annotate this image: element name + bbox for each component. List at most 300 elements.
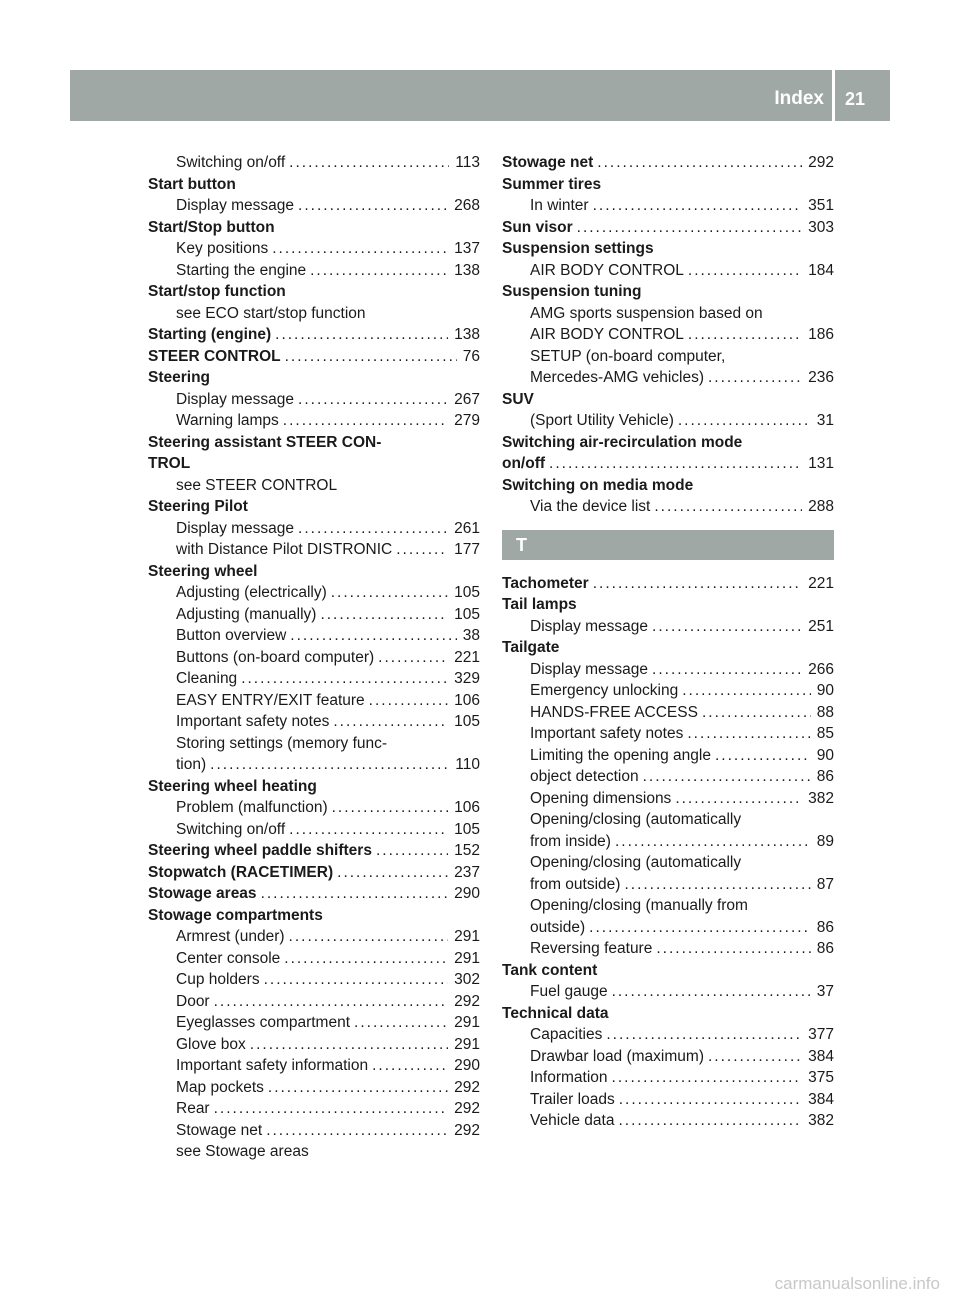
dot-leader — [332, 797, 449, 819]
index-entry-text: Key positions — [176, 240, 269, 257]
index-entry-text: AIR BODY CONTROL — [530, 326, 684, 343]
index-entry — [502, 174, 834, 196]
dot-leader — [619, 1089, 802, 1111]
index-page-ref[interactable]: 87 — [816, 875, 834, 893]
index-entry-text: Steering Pilot — [148, 498, 248, 515]
section-title: Index — [774, 88, 824, 109]
dot-leader — [298, 518, 448, 540]
index-entry-text: Glove box — [176, 1035, 246, 1053]
index-subentry — [148, 926, 480, 948]
index-entry-text: Suspension tuning — [502, 283, 642, 300]
dot-leader — [210, 754, 449, 776]
index-entry — [148, 883, 480, 905]
index-page-ref[interactable]: 382 — [808, 789, 834, 807]
index-entry-text: Display message — [176, 390, 295, 408]
index-page-ref[interactable]: 177 — [454, 541, 480, 558]
index-subentry — [148, 969, 480, 991]
index-entry-text: outside) — [530, 918, 586, 936]
dot-leader — [688, 324, 802, 346]
dot-leader — [597, 152, 802, 174]
dot-leader — [715, 745, 811, 767]
dot-leader — [643, 766, 811, 788]
index-page-ref[interactable]: 86 — [816, 768, 834, 785]
index-subentry — [502, 745, 834, 767]
index-page-ref[interactable]: 38 — [462, 627, 480, 644]
index-subentry — [148, 1034, 480, 1056]
index-column-left — [148, 152, 480, 1163]
index-page-ref[interactable]: 266 — [808, 660, 834, 678]
index-entry — [148, 453, 480, 475]
index-page-ref[interactable]: 105 — [454, 605, 480, 623]
index-page-ref[interactable]: 292 — [454, 1100, 480, 1117]
index-entry-text: Display message — [530, 617, 649, 635]
index-group-t — [502, 573, 834, 1132]
index-entry-text: In winter — [530, 197, 589, 214]
index-page-ref[interactable]: 105 — [454, 584, 480, 601]
index-entry-text: Emergency unlocking — [530, 682, 679, 699]
dot-leader — [396, 539, 448, 561]
index-entry-text: Warning lamps — [176, 412, 279, 429]
index-subentry — [502, 303, 834, 325]
index-subentry — [502, 659, 834, 681]
dot-leader — [266, 1120, 448, 1142]
index-entry-text: Fuel gauge — [530, 983, 608, 1000]
index-entry-text: Steering — [148, 369, 211, 386]
dot-leader — [612, 981, 811, 1003]
index-entry-text: Steering wheel paddle shifters — [148, 842, 372, 859]
index-entry-text: Button overview — [176, 627, 287, 644]
index-subentry — [502, 831, 834, 853]
index-page-ref[interactable]: 221 — [808, 574, 834, 592]
header-divider — [832, 70, 835, 121]
dot-leader — [272, 238, 448, 260]
index-entry-text: AMG sports suspension based on — [530, 304, 763, 322]
dot-leader — [289, 926, 449, 948]
index-subentry — [502, 496, 834, 518]
index-subentry — [148, 647, 480, 669]
index-subentry — [148, 260, 480, 282]
index-page-ref[interactable]: 131 — [808, 455, 834, 472]
index-entry-text: Adjusting (manually) — [176, 605, 317, 623]
index-subentry — [148, 797, 480, 819]
index-subentry — [148, 1012, 480, 1034]
dot-leader — [549, 453, 802, 475]
index-entry-text: Door — [176, 992, 210, 1010]
index-entry-text: Steering wheel — [148, 562, 258, 580]
index-entry-text: Opening/closing (automatically — [530, 854, 742, 871]
index-page-ref[interactable]: 291 — [454, 1014, 480, 1031]
dot-leader — [593, 195, 803, 217]
index-entry-text: (Sport Utility Vehicle) — [530, 412, 674, 429]
index-entry-text: see Stowage areas — [176, 1143, 309, 1160]
index-entry-text: Important safety notes — [530, 725, 684, 742]
index-entry-text: Tachometer — [502, 574, 589, 592]
index-entry-text: Start/Stop button — [148, 218, 275, 236]
index-entry-text: Storing settings (memory func- — [176, 734, 388, 752]
index-entry-text: Stowage net — [502, 154, 594, 171]
index-subentry — [148, 711, 480, 733]
index-subentry — [148, 733, 480, 755]
index-page-ref[interactable]: 292 — [808, 154, 834, 171]
dot-leader — [320, 604, 448, 626]
index-entry-text: Stowage areas — [148, 885, 257, 902]
index-entry — [502, 453, 834, 475]
index-subentry — [148, 668, 480, 690]
index-entry-text: Tailgate — [502, 639, 560, 656]
index-entry — [502, 432, 834, 454]
index-page-ref[interactable]: 291 — [454, 949, 480, 967]
index-subentry — [502, 346, 834, 368]
index-subentry — [148, 389, 480, 411]
index-entry-text: STEER CONTROL — [148, 347, 281, 365]
dot-leader — [285, 346, 457, 368]
index-subentry — [148, 539, 480, 561]
index-entry-text: Limiting the opening angle — [530, 746, 711, 764]
index-entry-text: Map pockets — [176, 1078, 264, 1096]
dot-leader — [261, 883, 449, 905]
spacer — [502, 518, 834, 530]
index-entry-text: Rear — [176, 1100, 210, 1117]
index-entry-text: Adjusting (electrically) — [176, 584, 327, 601]
index-entry-text: with Distance Pilot DISTRONIC — [176, 541, 393, 558]
index-subentry — [502, 874, 834, 896]
index-entry — [502, 152, 834, 174]
index-entry-text: Problem (malfunction) — [176, 799, 328, 816]
dot-leader — [615, 831, 811, 853]
index-page-ref[interactable]: 110 — [455, 756, 480, 773]
index-entry — [148, 496, 480, 518]
index-entry — [148, 217, 480, 239]
dot-leader — [688, 260, 802, 282]
index-entry-text: Buttons (on-board computer) — [176, 648, 375, 666]
index-page-ref[interactable]: 375 — [808, 1069, 834, 1086]
index-subentry — [148, 518, 480, 540]
index-page-ref[interactable]: 184 — [808, 261, 834, 279]
index-subentry — [502, 788, 834, 810]
index-subentry — [502, 981, 834, 1003]
index-page-ref[interactable]: 138 — [454, 261, 480, 279]
dot-leader — [298, 389, 448, 411]
index-page-ref[interactable]: 377 — [808, 1026, 834, 1043]
index-page-ref[interactable]: 303 — [808, 218, 834, 236]
watermark: carmanualsonline.info — [774, 1274, 940, 1293]
index-entry-text: Armrest (under) — [176, 928, 285, 945]
index-subentry — [148, 1141, 480, 1163]
index-entry-text: from inside) — [530, 832, 611, 850]
index-entry — [502, 475, 834, 497]
index-entry-text: Steering wheel heating — [148, 777, 317, 795]
section-letter-band: T — [502, 530, 834, 560]
dot-leader — [606, 1024, 802, 1046]
index-page-ref[interactable]: 382 — [808, 1112, 834, 1129]
index-page-ref[interactable]: 106 — [454, 799, 480, 816]
index-subentry — [148, 819, 480, 841]
dot-leader — [298, 195, 448, 217]
dot-leader — [654, 496, 802, 518]
index-subentry — [502, 702, 834, 724]
index-entry-text: Switching on/off — [176, 154, 286, 171]
index-entry-text: Display message — [530, 660, 649, 678]
dot-leader — [331, 582, 448, 604]
index-page-ref[interactable]: 302 — [454, 971, 480, 988]
index-subentry — [502, 1110, 834, 1132]
index-subentry — [502, 766, 834, 788]
index-subentry — [148, 604, 480, 626]
index-entry-text: TROL — [148, 455, 191, 472]
index-entry — [502, 389, 834, 411]
index-entry-text: Important safety information — [176, 1057, 369, 1074]
index-entry-text: Starting the engine — [176, 261, 307, 279]
index-page-ref[interactable]: 292 — [454, 1121, 480, 1139]
index-entry-text: Vehicle data — [530, 1112, 615, 1129]
index-subentry — [502, 809, 834, 831]
index-entry — [502, 217, 834, 239]
index-page-ref[interactable]: 267 — [454, 390, 480, 408]
index-page-ref[interactable]: 106 — [454, 691, 480, 709]
dot-leader — [652, 616, 802, 638]
index-entry-text: SUV — [502, 390, 534, 408]
index-page-ref[interactable]: 85 — [816, 725, 834, 742]
dot-leader — [678, 410, 811, 432]
dot-leader — [618, 1110, 802, 1132]
index-page-ref[interactable]: 31 — [816, 412, 834, 429]
index-entry — [502, 637, 834, 659]
index-page-ref[interactable]: 237 — [454, 863, 480, 881]
index-entry-text: Technical data — [502, 1004, 609, 1022]
index-entry-text: Switching on media mode — [502, 476, 694, 494]
index-subentry — [502, 1089, 834, 1111]
index-entry-text: from outside) — [530, 875, 621, 893]
index-page-ref[interactable]: 37 — [816, 983, 834, 1000]
index-entry — [502, 594, 834, 616]
index-entry-text: Capacities — [530, 1026, 603, 1043]
index-subentry — [148, 475, 480, 497]
index-page-ref[interactable]: 351 — [808, 197, 834, 214]
index-page-ref[interactable]: 86 — [816, 940, 834, 957]
index-entry-text: Information — [530, 1069, 608, 1086]
index-subentry — [148, 303, 480, 325]
index-page-ref[interactable]: 268 — [454, 197, 480, 214]
dot-leader — [378, 647, 448, 669]
index-subentry — [148, 1098, 480, 1120]
index-subentry — [148, 625, 480, 647]
index-entry-text: Cup holders — [176, 971, 260, 988]
index-entry — [148, 776, 480, 798]
index-entry-text: Sun visor — [502, 218, 573, 236]
index-page-ref[interactable]: 291 — [454, 928, 480, 945]
index-entry-text: Drawbar load (maximum) — [530, 1047, 704, 1065]
dot-leader — [289, 152, 449, 174]
index-subentry — [502, 1046, 834, 1068]
dot-leader — [652, 659, 802, 681]
dot-leader — [708, 367, 802, 389]
index-page-ref[interactable]: 76 — [462, 347, 480, 365]
index-entry-text: Opening dimensions — [530, 789, 672, 807]
index-entry-text: Starting (engine) — [148, 326, 272, 343]
index-subentry — [502, 367, 834, 389]
index-entry-text: Display message — [176, 519, 295, 537]
index-subentry — [502, 1067, 834, 1089]
index-entry-text: Tank content — [502, 961, 598, 979]
dot-leader — [589, 917, 811, 939]
index-entry-text: tion) — [176, 756, 207, 773]
index-subentry — [148, 410, 480, 432]
index-subentry — [502, 324, 834, 346]
index-subentry — [502, 938, 834, 960]
index-entry-text: HANDS-FREE ACCESS — [530, 703, 698, 721]
dot-leader — [250, 1034, 448, 1056]
index-entry-text: Reversing feature — [530, 940, 653, 957]
index-subentry — [148, 754, 480, 776]
index-page-ref[interactable]: 105 — [454, 820, 480, 838]
index-entry — [148, 561, 480, 583]
index-page-ref[interactable]: 152 — [454, 842, 480, 859]
index-entry-text: Eyeglasses compartment — [176, 1014, 351, 1031]
index-page-ref[interactable]: 290 — [454, 1057, 480, 1074]
index-page-ref[interactable]: 138 — [454, 326, 480, 343]
index-entry-text: see ECO start/stop function — [176, 304, 366, 322]
index-entry-text: Steering assistant STEER CON- — [148, 433, 382, 451]
dot-leader — [283, 410, 448, 432]
dot-leader — [577, 217, 802, 239]
index-page-ref[interactable]: 292 — [454, 1078, 480, 1096]
index-entry-text: Important safety notes — [176, 713, 330, 730]
index-page-ref[interactable]: 329 — [454, 670, 480, 687]
index-page-ref[interactable]: 86 — [816, 918, 834, 936]
index-entry — [148, 281, 480, 303]
index-subentry — [148, 1055, 480, 1077]
index-entry-text: Opening/closing (manually from — [530, 897, 748, 914]
index-page-ref[interactable]: 137 — [454, 240, 480, 257]
index-subentry — [502, 680, 834, 702]
index-subentry — [502, 895, 834, 917]
index-subentry — [148, 238, 480, 260]
index-entry-text: Start button — [148, 175, 236, 193]
index-entry-text: Stopwatch (RACETIMER) — [148, 863, 334, 881]
index-entry-text: EASY ENTRY/EXIT feature — [176, 691, 365, 709]
index-entry — [148, 840, 480, 862]
index-entry-text: Cleaning — [176, 670, 238, 687]
index-subentry — [148, 690, 480, 712]
index-entry-text: see STEER CONTROL — [176, 476, 338, 494]
index-page-ref[interactable]: 88 — [816, 703, 834, 721]
index-entry-text: Suspension settings — [502, 240, 654, 257]
dot-leader — [290, 625, 456, 647]
dot-leader — [264, 969, 449, 991]
index-entry — [502, 573, 834, 595]
index-subentry — [148, 152, 480, 174]
index-entry-text: Summer tires — [502, 175, 602, 193]
index-subentry — [148, 195, 480, 217]
dot-leader — [275, 324, 448, 346]
index-entry — [148, 174, 480, 196]
index-entry-text: object detection — [530, 768, 639, 785]
index-page-ref[interactable]: 221 — [454, 648, 480, 666]
dot-leader — [708, 1046, 802, 1068]
index-page-ref[interactable]: 384 — [808, 1090, 834, 1108]
index-subentry — [148, 991, 480, 1013]
index-subentry — [148, 948, 480, 970]
index-entry-text: Display message — [176, 197, 295, 214]
dot-leader — [369, 690, 448, 712]
dot-leader — [376, 840, 448, 862]
index-page-ref[interactable]: 90 — [816, 746, 834, 764]
index-page-ref[interactable]: 288 — [808, 498, 834, 515]
index-page-ref[interactable]: 251 — [808, 617, 834, 635]
index-entry-text: SETUP (on-board computer, — [530, 347, 726, 365]
index-subentry — [148, 582, 480, 604]
dot-leader — [214, 991, 449, 1013]
index-entry-text: Mercedes-AMG vehicles) — [530, 369, 704, 386]
index-entry-text: Tail lamps — [502, 596, 577, 613]
dot-leader — [310, 260, 448, 282]
index-page-ref[interactable]: 291 — [454, 1035, 480, 1053]
index-subentry — [502, 260, 834, 282]
index-entry-text: Switching air-recirculation mode — [502, 433, 743, 451]
index-entry — [148, 862, 480, 884]
index-entry — [148, 346, 480, 368]
index-subentry — [502, 616, 834, 638]
dot-leader — [656, 938, 810, 960]
index-page-ref[interactable]: 90 — [816, 682, 834, 699]
index-page-ref[interactable]: 113 — [455, 154, 480, 171]
index-entry-text: Stowage net — [176, 1121, 263, 1139]
index-subentry — [148, 1120, 480, 1142]
dot-leader — [241, 668, 448, 690]
dot-leader — [354, 1012, 448, 1034]
dot-leader — [333, 711, 448, 733]
dot-leader — [372, 1055, 448, 1077]
index-page-ref[interactable]: 292 — [454, 992, 480, 1010]
index-entry — [502, 1003, 834, 1025]
index-entry-text: Switching on/off — [176, 820, 286, 838]
dot-leader — [268, 1077, 448, 1099]
index-page-ref[interactable]: 261 — [454, 519, 480, 537]
dot-leader — [593, 573, 802, 595]
index-subentry — [502, 1024, 834, 1046]
index-subentry — [148, 1077, 480, 1099]
index-page-ref[interactable]: 236 — [808, 369, 834, 386]
index-entry-text: Trailer loads — [530, 1090, 615, 1108]
index-entry-text: Start/stop function — [148, 283, 286, 300]
index-page-ref[interactable]: 89 — [816, 832, 834, 850]
index-entry — [502, 281, 834, 303]
index-page-ref[interactable]: 105 — [454, 713, 480, 730]
index-entry — [148, 324, 480, 346]
dot-leader — [289, 819, 448, 841]
index-subentry — [502, 195, 834, 217]
index-entry-text: Via the device list — [530, 498, 651, 515]
index-entry — [148, 905, 480, 927]
index-subentry — [502, 723, 834, 745]
index-column-right — [502, 152, 834, 1132]
index-page-ref[interactable]: 290 — [454, 885, 480, 902]
dot-leader — [682, 680, 811, 702]
index-entry-text: Opening/closing (automatically — [530, 811, 742, 828]
dot-leader — [214, 1098, 449, 1120]
index-page-ref[interactable]: 279 — [454, 412, 480, 429]
index-subentry — [502, 917, 834, 939]
dot-leader — [624, 874, 810, 896]
index-entry — [148, 432, 480, 454]
index-page-ref[interactable]: 186 — [808, 326, 834, 343]
index-subentry — [502, 410, 834, 432]
index-entry — [502, 960, 834, 982]
dot-leader — [337, 862, 448, 884]
dot-leader — [675, 788, 802, 810]
index-page-ref[interactable]: 384 — [808, 1047, 834, 1065]
dot-leader — [284, 948, 448, 970]
